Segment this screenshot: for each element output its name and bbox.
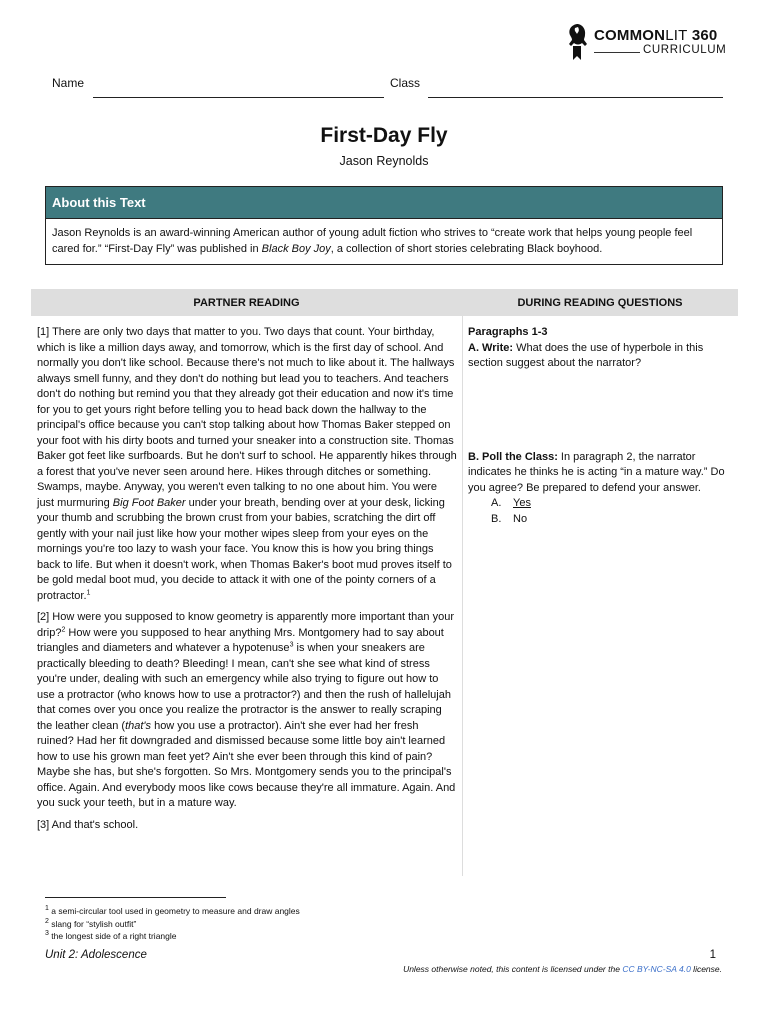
footnote-rule: [45, 897, 226, 898]
footnote-2: $^2$ slang for “stylish outfit”: [45, 917, 137, 929]
paragraph-2: [2] How were you supposed to know geometry is apparently more important than your drip?$^2$ How were you supposed to hear anything Mrs. Montgomery had to say about triangles and diameters and whatever a hypotenuse$^3$ is when your sneakers are practically bleeding to death? Bleeding! I mean, can't she see what kind of stress you're under, dealing with such an emergency while also trying to figure out how to use a protractor (who knows how to use a protractor?) and then the rush of hallelujah that comes over you once you realize the protractor is the answer to really scraping the leather clean (that's how you use a protractor). Ain't she ever had her fresh ruined? Had her fit downgraded and dismissed because some little boy ain't learned how to use his grown man feet yet? Ain't she ever been through this kind of pain? Maybe she has, but she's forgotten. So Mrs. Montgomery sends you to the principal's office. Again. And everybody moos like cows because they're all immature. Again. And you suck your teeth, but in a mature way.: [37, 611, 456, 809]
about-text: Jason Reynolds is an award-winning American author of young adult fiction who strives to “create work that helps young people feel cared for.” “First-Day Fly” was published in Black Boy Joy, a collection of short stories celebrating Black boyhood.: [52, 227, 693, 255]
poll-option-yes[interactable]: A. Yes: [491, 497, 531, 509]
lit-torch-hand-icon: [562, 22, 592, 62]
footnote-ref-2: 2: [61, 625, 66, 633]
license-note: Unless otherwise noted, this content is licensed under the CC BY-NC-SA 4.0 license.: [403, 964, 722, 974]
license-link[interactable]: CC BY-NC-SA 4.0: [622, 964, 691, 974]
footnote-3: $^3$ the longest side of a right triangle: [45, 930, 177, 941]
paragraph-3: [3] And that's school.: [37, 818, 139, 831]
question-a: A. Write: What does the use of hyperbole in this section suggest about the narrator?: [468, 341, 704, 369]
logo-subtitle: CURRICULUM: [643, 44, 727, 56]
unit-label: Unit 2: Adolescence: [45, 949, 147, 961]
footnote-ref-3: 3: [289, 641, 294, 649]
passage-text: [37, 325, 457, 839]
name-label: Name: [52, 76, 85, 90]
about-heading: About this Text: [46, 187, 722, 219]
logo-rule: [594, 52, 640, 53]
during-reading-questions: [468, 325, 734, 527]
class-label: Class: [390, 76, 421, 90]
footnote-ref-1: 1: [86, 588, 91, 596]
page-title: First-Day Fly: [320, 124, 448, 147]
class-field-line[interactable]: [428, 97, 723, 98]
commonlit-logo: [562, 22, 732, 62]
about-box: [45, 186, 723, 265]
partner-reading-header: PARTNER READING: [193, 297, 300, 309]
author-name: Jason Reynolds: [339, 154, 429, 168]
name-field-line[interactable]: [93, 97, 384, 98]
page-number: 1: [709, 949, 716, 961]
question-section-label: Paragraphs 1-3: [468, 326, 548, 338]
footnotes: [45, 905, 300, 943]
column-divider: [462, 316, 463, 876]
name-class-row: [52, 76, 724, 100]
paragraph-1: [1] There are only two days that matter to you. Two days that count. Your birthday, which is like a million days away, and tomorrow, which is the first day of school. And normally you don't like school. Because there's not much to like about it. The hallways always smell funny, and they don't do nothing but lead you to teachers. And teachers don't do nothing but remind you that they already got their education and now it's time for you to get yours right before telling you to head back down the hallway to the principal's office because you can't stop talking about how Thomas Baker stepped on your foot with his dirty boots and turned your sneaker into a construction site. Thomas Baker got feet like surfboards. But he don't surf to school. He apparently hikes through a forest that you've never seen around here. Hikes through ditches or something. Swamps, maybe. Anyway, you weren't even talking to no one about him. You were just murmuring Big Foot Baker under your breath, bending over at your desk, licking your thumb and scrubbing the brown crust from your babies, scratching the dirt off gently with your nail just like how your mother wipes sleep from your eyes on the mornings you're too lazy to wash your face. You know this is how you bring things back to life. But when it doesn't work, when Thomas Baker's boot mud proves itself to be gold medal boot mud, you decide to attack it with one of the pointy corners of a protractor.$^1$: [37, 326, 457, 602]
logo-wordmark: COMMONLIT 360: [594, 27, 718, 44]
question-b: B. Poll the Class: In paragraph 2, the narrator indicates he thinks he is acting “in a mature way.” Do you agree? Be prepared to defend your answer.: [468, 450, 725, 494]
footnote-1: $^1$ a semi-circular tool used in geometry to measure and draw angles: [45, 905, 300, 916]
questions-header: DURING READING QUESTIONS: [517, 297, 683, 309]
poll-option-no[interactable]: B. No: [491, 512, 528, 525]
reading-table-header: [31, 289, 738, 316]
